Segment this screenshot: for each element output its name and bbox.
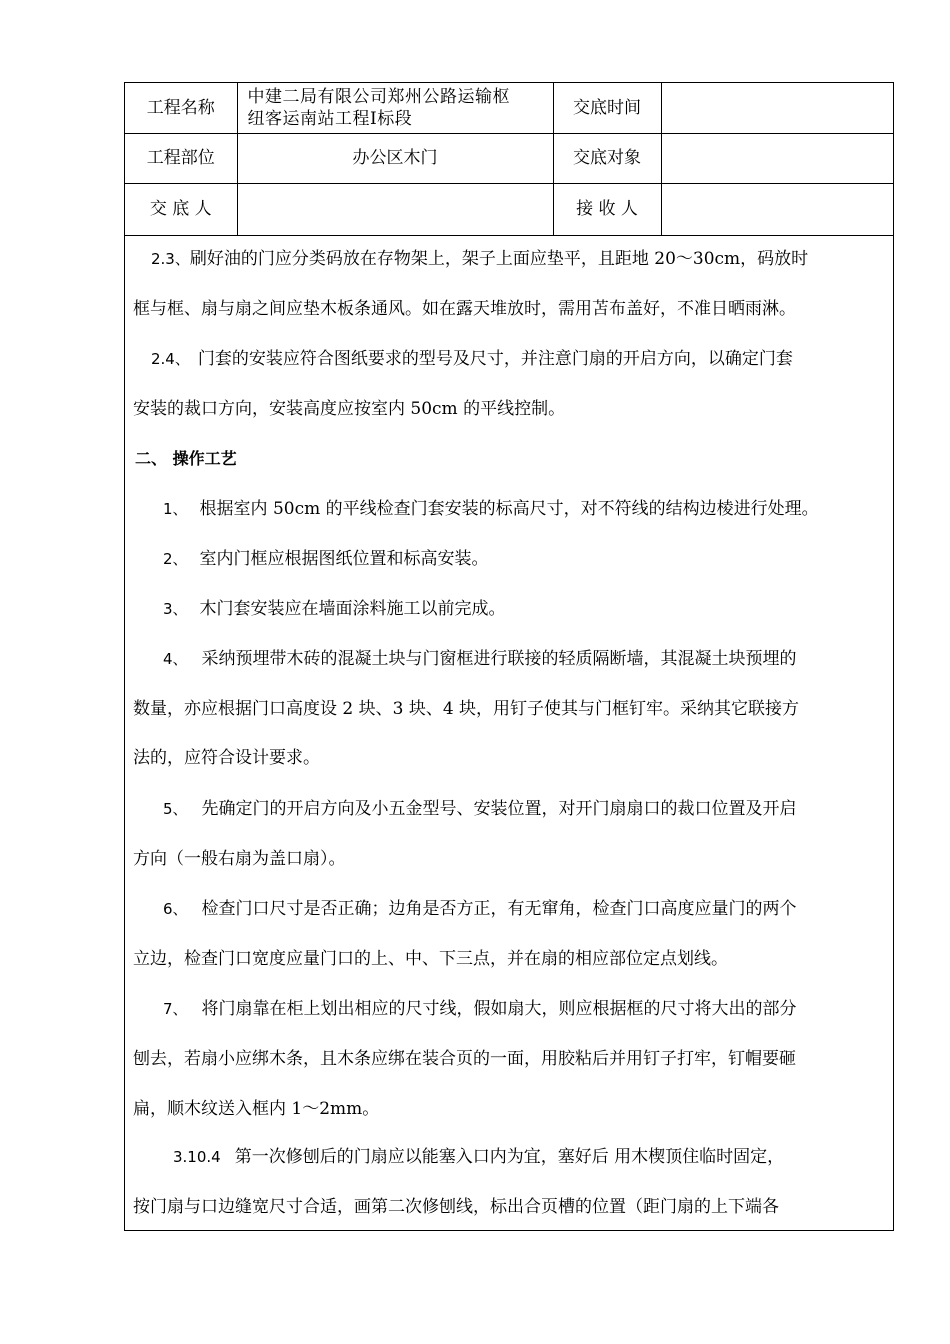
item-number: 3、 (163, 600, 188, 618)
paragraph-3-10-4-line2: 按门扇与口边缝宽尺寸合适，画第二次修刨线，标出合页槽的位置（距门扇的上下端各 (133, 1197, 779, 1217)
item-text: 木门套安装应在墙面涂料施工以前完成。 (199, 599, 506, 619)
paragraph-3-10-4-line1 (173, 1145, 784, 1169)
item-number: 4、 (163, 650, 188, 668)
item-text: 室内门框应根据图纸位置和标高安装。 (199, 549, 489, 569)
section-2-title: 二、 操作工艺 (135, 449, 237, 468)
item-4-line2: 数量，亦应根据门口高度设 2 块、3 块、4 块，用钉子使其与门框钉牢。采纳其它联接方 (133, 699, 800, 719)
paragraph-text: 门套的安装应符合图纸要求的型号及尺寸，并注意门扇的开启方向，以确定门套 (197, 349, 793, 369)
handover-time-label: 交底时间 (553, 83, 661, 133)
header-table (125, 83, 893, 236)
item-number: 1、 (163, 500, 188, 518)
handover-person-value (237, 183, 553, 235)
paragraph-2-3-line1 (151, 247, 808, 271)
item-text: 根据室内 50cm 的平线检查门套安装的标高尺寸，对不符线的结构边棱进行处理。 (199, 499, 819, 519)
handover-target-label: 交底对象 (553, 133, 661, 183)
paragraph-text: 第一次修刨后的门扇应以能塞入口内为宜，塞好后 用木楔顶住临时固定， (234, 1147, 785, 1167)
handover-time-value (661, 83, 893, 133)
item-1-line1 (163, 497, 819, 521)
paragraph-text: 刷好油的门应分类码放在存物架上，架子上面应垫平，且距地 20～30cm，码放时 (189, 249, 809, 269)
item-text: 将门扇靠在柜上划出相应的尺寸线，假如扇大，则应根据框的尺寸将大出的部分 (201, 999, 797, 1019)
project-name-label: 工程名称 (125, 83, 237, 133)
handover-sheet (124, 82, 894, 1231)
handover-target-value (661, 133, 893, 183)
paragraph-number: 3.10.4 (173, 1148, 221, 1166)
item-number: 7、 (163, 1000, 188, 1018)
paragraph-number: 2.3、 (151, 250, 190, 268)
handover-person-label: 交 底 人 (125, 183, 237, 235)
project-name-value (237, 83, 553, 133)
paragraph-2-4-line2: 安装的裁口方向，安装高度应按室内 50cm 的平线控制。 (133, 399, 566, 419)
item-7-line2: 刨去，若扇小应绑木条，且木条应绑在装合页的一面，用胶粘后并用钉子打牢，钉帽要砸 (133, 1049, 796, 1069)
item-text: 先确定门的开启方向及小五金型号、安装位置，对开门扇扇口的裁口位置及开启 (201, 799, 797, 819)
item-5-line1 (163, 797, 797, 821)
item-7-line3: 扁，顺木纹送入框内 1～2mm。 (133, 1099, 380, 1119)
item-number: 5、 (163, 800, 188, 818)
item-text: 检查门口尺寸是否正确；边角是否方正，有无窜角，检查门口高度应量门的两个 (201, 899, 797, 919)
receiver-label: 接 收 人 (553, 183, 661, 235)
item-4-line3: 法的，应符合设计要求。 (133, 748, 320, 768)
project-name-line2: 纽客运南站工程Ⅰ标段 (247, 108, 413, 129)
item-5-line2: 方向（一般右扇为盖口扇）。 (133, 849, 346, 869)
item-4-line1 (163, 647, 797, 671)
item-number: 6、 (163, 900, 188, 918)
paragraph-2-4-line1 (151, 347, 793, 371)
paragraph-number: 2.4、 (151, 350, 190, 368)
item-6-line1 (163, 897, 797, 921)
item-text: 采纳预埋带木砖的混凝土块与门窗框进行联接的轻质隔断墙，其混凝土块预埋的 (201, 649, 797, 669)
item-3-line1 (163, 597, 506, 621)
item-6-line2: 立边，检查门口宽度应量门口的上、中、下三点，并在扇的相应部位定点划线。 (133, 949, 728, 969)
item-7-line1 (163, 997, 797, 1021)
paragraph-2-3-line2: 框与框、扇与扇之间应垫木板条通风。如在露天堆放时，需用苫布盖好，不准日晒雨淋。 (133, 299, 796, 319)
project-name-line1: 中建二局有限公司郑州公路运输枢 (247, 86, 510, 107)
item-number: 2、 (163, 550, 188, 568)
project-part-label: 工程部位 (125, 133, 237, 183)
item-2-line1 (163, 547, 489, 571)
receiver-value (661, 183, 893, 235)
project-part-value: 办公区木门 (237, 133, 553, 183)
